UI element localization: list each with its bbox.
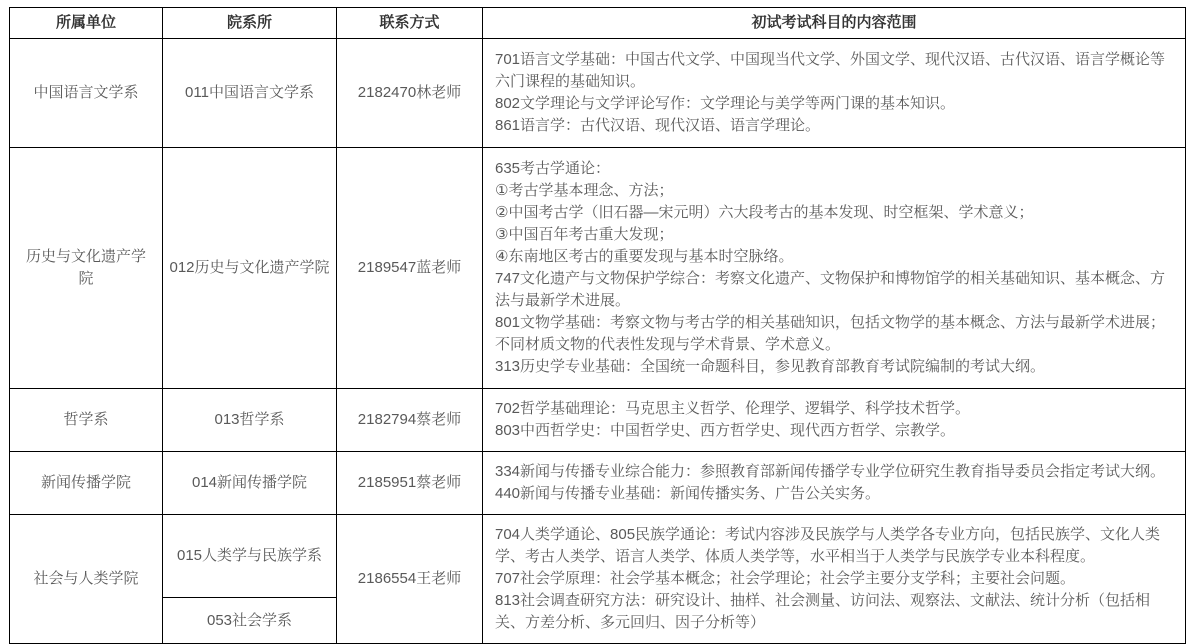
exam-subject-line: ④东南地区考古的重要发现与基本时空脉络。 bbox=[495, 248, 794, 265]
exam-subjects-table bbox=[9, 7, 1186, 644]
unit-cell: 新闻传播学院 bbox=[10, 452, 163, 515]
exam-subject-line: 803中西哲学史：中国哲学史、西方哲学史、现代西方哲学、宗教学。 bbox=[495, 422, 956, 439]
department-cell: 014新闻传播学院 bbox=[163, 452, 337, 515]
table-row bbox=[10, 39, 1186, 148]
unit-cell: 社会与人类学院 bbox=[10, 515, 163, 644]
exam-subject-line: 701语言文学基础：中国古代文学、中国现当代文学、外国文学、现代汉语、古代汉语、语言学概论等六门课程的基础知识。 bbox=[495, 51, 1166, 90]
exam-scope-cell bbox=[483, 452, 1186, 515]
department-cell: 013哲学系 bbox=[163, 389, 337, 452]
department-cell: 015人类学与民族学系 bbox=[163, 515, 337, 598]
exam-subject-line: 707社会学原理：社会学基本概念；社会学理论；社会学主要分支学科；主要社会问题。 bbox=[495, 570, 1076, 587]
exam-subject-line: 702哲学基础理论：马克思主义哲学、伦理学、逻辑学、科学技术哲学。 bbox=[495, 400, 971, 417]
exam-subject-line: 861语言学：古代汉语、现代汉语、语言学理论。 bbox=[495, 117, 821, 134]
contact-cell: 2186554王老师 bbox=[337, 515, 483, 644]
contact-cell: 2185951蔡老师 bbox=[337, 452, 483, 515]
exam-scope-cell bbox=[483, 39, 1186, 148]
exam-subject-line: 802文学理论与文学评论写作：文学理论与美学等两门课的基本知识。 bbox=[495, 95, 956, 112]
exam-scope-cell bbox=[483, 148, 1186, 389]
department-cell: 012历史与文化遗产学院 bbox=[163, 148, 337, 389]
table-row bbox=[10, 389, 1186, 452]
unit-cell: 哲学系 bbox=[10, 389, 163, 452]
table-row bbox=[10, 148, 1186, 389]
exam-scope-cell bbox=[483, 389, 1186, 452]
column-header-unit: 所属单位 bbox=[10, 8, 163, 39]
exam-subject-line: 704人类学通论、805民族学通论：考试内容涉及民族学与人类学各专业方向，包括民族学、文化人类学、考古人类学、语言人类学、体质人类学等，水平相当于人类学与民族学专业本科程度。 bbox=[495, 526, 1161, 565]
contact-cell: 2189547蓝老师 bbox=[337, 148, 483, 389]
column-header-exam-scope: 初试考试科目的内容范围 bbox=[483, 8, 1186, 39]
contact-cell: 2182794蔡老师 bbox=[337, 389, 483, 452]
header-row bbox=[10, 8, 1186, 39]
table-row bbox=[10, 515, 1186, 598]
exam-subject-line: 334新闻与传播专业综合能力：参照教育部新闻传播学专业学位研究生教育指导委员会指定考试大纲。 bbox=[495, 463, 1166, 480]
department-cell: 053社会学系 bbox=[163, 598, 337, 644]
exam-subject-line: 813社会调查研究方法：研究设计、抽样、社会测量、访问法、观察法、文献法、统计分析（包括相关、方差分析、多元回归、因子分析等） bbox=[495, 592, 1151, 631]
contact-cell: 2182470林老师 bbox=[337, 39, 483, 148]
exam-subject-line: 801文物学基础：考察文物与考古学的相关基础知识，包括文物学的基本概念、方法与最新学术进展；不同材质文物的代表性发现与学术背景、学术意义。 bbox=[495, 314, 1166, 353]
exam-subject-line: ①考古学基本理念、方法； bbox=[495, 182, 674, 199]
exam-subject-line: 440新闻与传播专业基础：新闻传播实务、广告公关实务。 bbox=[495, 485, 881, 502]
exam-scope-cell bbox=[483, 515, 1186, 644]
exam-subject-line: 635考古学通论： bbox=[495, 160, 611, 177]
table-body bbox=[10, 39, 1186, 644]
unit-cell: 中国语言文学系 bbox=[10, 39, 163, 148]
exam-subject-line: 747文化遗产与文物保护学综合：考察文化遗产、文物保护和博物馆学的相关基础知识、基本概念、方法与最新学术进展。 bbox=[495, 270, 1166, 309]
unit-cell: 历史与文化遗产学院 bbox=[10, 148, 163, 389]
department-cell: 011中国语言文学系 bbox=[163, 39, 337, 148]
column-header-contact: 联系方式 bbox=[337, 8, 483, 39]
table-row bbox=[10, 452, 1186, 515]
exam-subject-line: 313历史学专业基础：全国统一命题科目，参见教育部教育考试院编制的考试大纲。 bbox=[495, 358, 1046, 375]
exam-subject-line: ③中国百年考古重大发现； bbox=[495, 226, 674, 243]
exam-subject-line: ②中国考古学（旧石器—宋元明）六大段考古的基本发现、时空框架、学术意义； bbox=[495, 204, 1034, 221]
column-header-department: 院系所 bbox=[163, 8, 337, 39]
